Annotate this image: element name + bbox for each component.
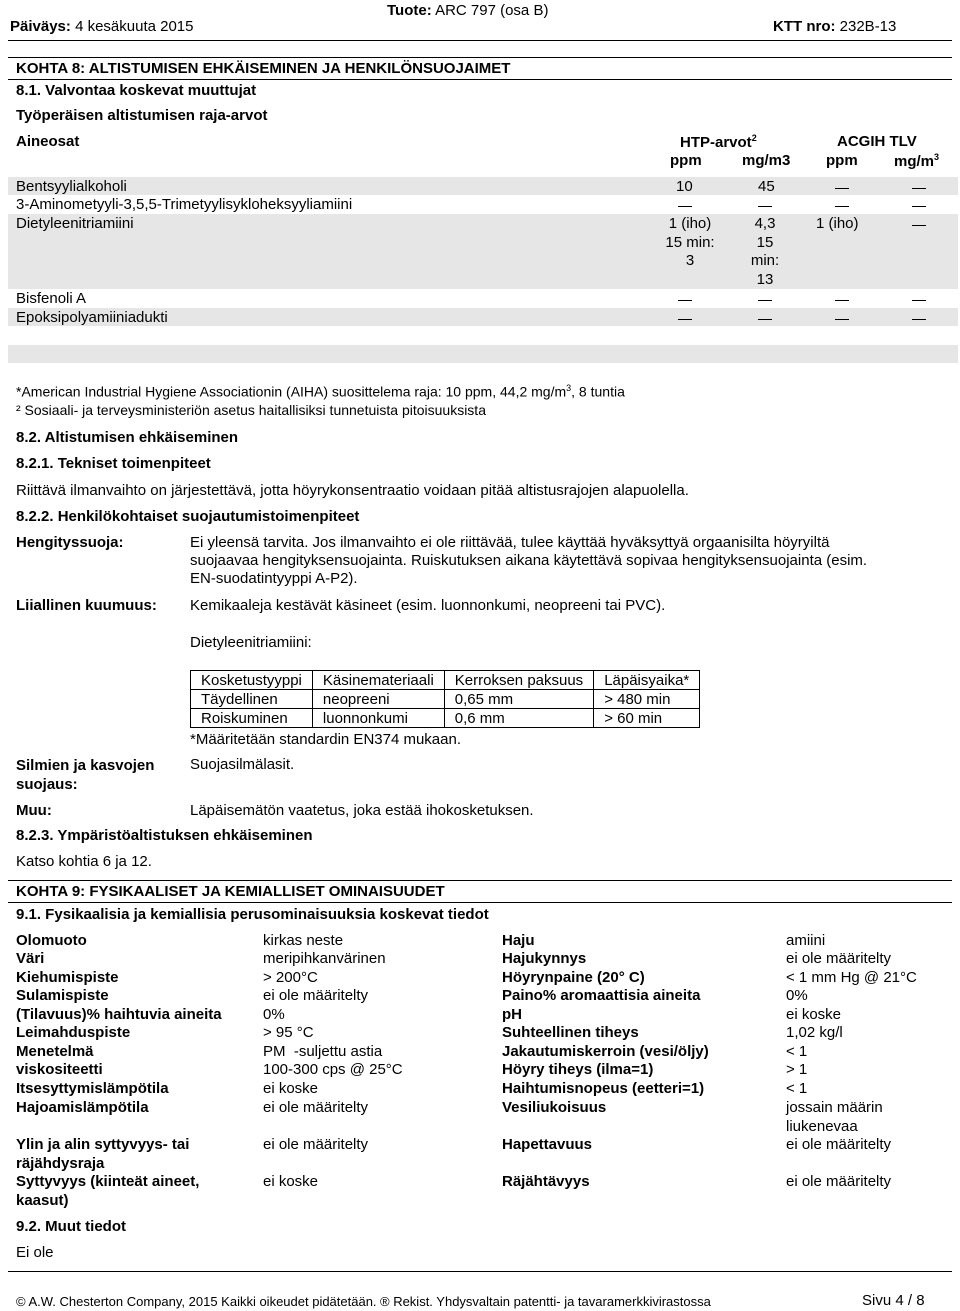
prop-value: jossain määrin liukenevaa bbox=[786, 1099, 883, 1135]
table-header-cell: Kosketustyyppi bbox=[191, 671, 313, 690]
table-header-cell: Käsinemateriaali bbox=[312, 671, 444, 690]
prop-value: > 95 °C bbox=[263, 1024, 314, 1041]
prop-label: Hajoamislämpötila bbox=[16, 1099, 149, 1116]
prop-label: Vesiliukoisuus bbox=[502, 1099, 607, 1116]
dash-mark bbox=[835, 300, 849, 301]
dash-mark bbox=[678, 319, 692, 320]
resp-text: Ei yleensä tarvita. Jos ilmanvaihto ei ole riittävää, tulee käyttää hyväksyttyä orgaanisilta höyryiltä suojaavaa hengityksensuojainta. Ruiskutuksen aikana käytettävä sopivaa hengityksensuojainta (esim. EN-suodatintyyppi A-P2). bbox=[190, 534, 868, 587]
col-htp-mgm3: mg/m3 bbox=[742, 152, 791, 169]
prop-value: ei koske bbox=[786, 1006, 842, 1023]
footer-trademark: ® Rekist. Yhdysvaltain patentti- ja tavaramerkkivirastossa bbox=[380, 1294, 711, 1309]
dash-mark bbox=[912, 206, 926, 207]
prop-value: < 1 bbox=[786, 1043, 808, 1060]
prop-label: Höyrynpaine (20° C) bbox=[502, 969, 645, 986]
product-value: ARC 797 (osa B) bbox=[435, 2, 549, 19]
prop-label: Väri bbox=[16, 950, 45, 967]
dash-mark bbox=[758, 300, 772, 301]
prop-value: ei koske bbox=[263, 1080, 319, 1097]
table-cell: 0,6 mm bbox=[444, 709, 593, 728]
other-info-text: Ei ole bbox=[16, 1244, 54, 1261]
prop-value: meripihkanvärinen bbox=[263, 950, 386, 967]
dash-mark bbox=[912, 319, 926, 320]
table-row bbox=[191, 690, 700, 709]
product-label: Tuote: bbox=[387, 2, 432, 19]
col-substance: Aineosat bbox=[16, 133, 80, 150]
table-header-cell: Kerroksen paksuus bbox=[444, 671, 593, 690]
tech-text: Riittävä ilmanvaihto on järjestettävä, jotta höyrykonsentraatio voidaan pitää altistusrajojen alapuolella. bbox=[16, 482, 689, 499]
prop-label: Räjähtävyys bbox=[502, 1173, 590, 1190]
eye-text: Suojasilmälasit. bbox=[190, 756, 295, 773]
prop-value: 0% bbox=[263, 1006, 285, 1023]
prop-label: Menetelmä bbox=[16, 1043, 94, 1060]
col-acgih: ACGIH TLV bbox=[837, 133, 917, 150]
prop-value: 100-300 cps @ 25°C bbox=[263, 1061, 403, 1078]
resp-label: Hengityssuoja: bbox=[16, 534, 124, 551]
other-text: Läpäisemätön vaatetus, joka estää ihokosketuksen. bbox=[190, 802, 534, 819]
skin-text: Kemikaaleja kestävät käsineet (esim. luonnonkumi, neopreeni tai PVC). bbox=[190, 597, 666, 614]
section8-title-rule bbox=[8, 79, 952, 80]
prop-value: ei ole määritelty bbox=[786, 950, 892, 967]
prop-label: Paino% aromaattisia aineita bbox=[502, 987, 701, 1004]
prop-label: Höyry tiheys (ilma=1) bbox=[502, 1061, 654, 1078]
prop-label: (Tilavuus)% haihtuvia aineita bbox=[16, 1006, 222, 1023]
table-row-name: 3-Aminometyyli-3,5,5-Trimetyylisykloheksyyliamiini bbox=[16, 196, 353, 213]
date-row bbox=[10, 18, 194, 35]
prop-label: Haihtumisnopeus (eetteri=1) bbox=[502, 1080, 705, 1097]
limits-title: Työperäisen altistumisen raja-arvot bbox=[16, 107, 268, 124]
section9-title-rule bbox=[8, 902, 952, 903]
table-row-name: Dietyleenitriamiini bbox=[16, 215, 134, 232]
prop-value: < 1 mm Hg @ 21°C bbox=[786, 969, 917, 986]
table-cell: > 480 min bbox=[594, 690, 700, 709]
subsection-8-2-1: 8.2.1. Tekniset toimenpiteet bbox=[16, 455, 211, 472]
date-label: Päiväys: bbox=[10, 18, 71, 35]
dash-mark bbox=[835, 206, 849, 207]
prop-value: ei ole määritelty bbox=[263, 987, 369, 1004]
section9-top-rule bbox=[8, 880, 952, 881]
prop-label: Jakautumiskerroin (vesi/öljy) bbox=[502, 1043, 709, 1060]
prop-label: Itsesyttymislämpötila bbox=[16, 1080, 169, 1097]
prop-label: Olomuoto bbox=[16, 932, 87, 949]
table-cell: neopreeni bbox=[312, 690, 444, 709]
date-value: 4 kesäkuuta 2015 bbox=[75, 18, 194, 35]
col-acgih-mgm3: $mg/m^3$ bbox=[894, 152, 940, 170]
dash-mark bbox=[758, 206, 772, 207]
subsection-9-2: 9.2. Muut tiedot bbox=[16, 1218, 126, 1235]
table-header-row bbox=[191, 671, 700, 690]
row-shade-empty bbox=[8, 345, 958, 363]
col-acgih-ppm: ppm bbox=[826, 152, 858, 169]
prop-label: Kiehumispiste bbox=[16, 969, 119, 986]
glove-table bbox=[190, 670, 700, 728]
glove-note: *Määritetään standardin EN374 mukaan. bbox=[190, 731, 461, 748]
prop-label: Suhteellinen tiheys bbox=[502, 1024, 639, 1041]
footer-copyright: © A.W. Chesterton Company, 2015 Kaikki oikeudet pidätetään. bbox=[16, 1294, 377, 1309]
prop-value: 0% bbox=[786, 987, 808, 1004]
dash-mark bbox=[912, 225, 926, 226]
prop-value: kirkas neste bbox=[263, 932, 344, 949]
prop-value: > 200°C bbox=[263, 969, 318, 986]
dash-mark bbox=[678, 300, 692, 301]
footnote-aiha: *American Industrial Hygiene Associationin (AIHA) suosittelema raja: 10 ppm, 44,2 $mg/m^3$, 8 tuntia bbox=[16, 383, 625, 400]
prop-value: ei ole määritelty bbox=[786, 1173, 892, 1190]
glove-substance: Dietyleenitriamiini: bbox=[190, 634, 312, 651]
table-row-name: Bisfenoli A bbox=[16, 290, 87, 307]
table-cell: 10 bbox=[676, 178, 693, 195]
eye-label: Silmien ja kasvojen suojaus: bbox=[16, 757, 155, 793]
prop-label: Hapettavuus bbox=[502, 1136, 593, 1153]
subsection-9-1: 9.1. Fysikaalisia ja kemiallisia perusominaisuuksia koskevat tiedot bbox=[16, 906, 489, 923]
prop-value: amiini bbox=[786, 932, 826, 949]
prop-value: PM -suljettu astia bbox=[263, 1043, 383, 1060]
table-cell: 4,3 15 min: 13 bbox=[750, 215, 780, 288]
prop-value: ei ole määritelty bbox=[263, 1099, 369, 1116]
subsection-8-2: 8.2. Altistumisen ehkäiseminen bbox=[16, 429, 239, 446]
prop-value: < 1 bbox=[786, 1080, 808, 1097]
skin-label: Liiallinen kuumuus: bbox=[16, 597, 157, 614]
env-text: Katso kohtia 6 ja 12. bbox=[16, 853, 152, 870]
product-row bbox=[387, 2, 548, 19]
dash-mark bbox=[835, 188, 849, 189]
other-label: Muu: bbox=[16, 802, 52, 819]
section8-top-rule bbox=[8, 57, 952, 58]
table-row-name: Epoksipolyamiiniadukti bbox=[16, 309, 168, 326]
col-htp-ppm: ppm bbox=[670, 152, 702, 169]
footer-divider bbox=[8, 1271, 952, 1272]
dash-mark bbox=[835, 319, 849, 320]
table-cell: 45 bbox=[758, 178, 775, 195]
table-cell: > 60 min bbox=[594, 709, 700, 728]
table-cell: Täydellinen bbox=[191, 690, 313, 709]
prop-label: Sulamispiste bbox=[16, 987, 109, 1004]
prop-value: ei ole määritelty bbox=[263, 1136, 369, 1153]
prop-label: viskositeetti bbox=[16, 1061, 103, 1078]
subsection-8-2-3: 8.2.3. Ympäristöaltistuksen ehkäiseminen bbox=[16, 827, 313, 844]
section9-title: KOHTA 9: FYSIKAALISET JA KEMIALLISET OMINAISUUDET bbox=[16, 883, 445, 900]
prop-value: 1,02 kg/l bbox=[786, 1024, 843, 1041]
subsection-8-1: 8.1. Valvontaa koskevat muuttujat bbox=[16, 82, 257, 99]
footnote-stm: ² Sosiaali- ja terveysministeriön asetus haitallisiksi tunnetuista pitoisuuksista bbox=[16, 402, 486, 418]
dash-mark bbox=[678, 206, 692, 207]
col-htp: HTP-arvot$^2$ bbox=[680, 133, 757, 151]
section8-title: KOHTA 8: ALTISTUMISEN EHKÄISEMINEN JA HENKILÖNSUOJAIMET bbox=[16, 60, 511, 77]
prop-label: Ylin ja alin syttyvyys- tai räjähdysraja bbox=[16, 1136, 190, 1172]
dash-mark bbox=[758, 319, 772, 320]
footer-page-number: Sivu 4 / 8 bbox=[862, 1292, 925, 1309]
table-cell: Roiskuminen bbox=[191, 709, 313, 728]
table-header-cell: Läpäisyaika* bbox=[594, 671, 700, 690]
prop-value: ei koske bbox=[263, 1173, 319, 1190]
dash-mark bbox=[912, 188, 926, 189]
dash-mark bbox=[912, 300, 926, 301]
table-cell: 1 (iho) 15 min: 3 bbox=[665, 215, 715, 269]
table-row-name: Bentsyylialkoholi bbox=[16, 178, 127, 195]
ktt-value: 232B-13 bbox=[839, 18, 897, 35]
row-shade-1 bbox=[8, 177, 958, 195]
prop-label: Hajukynnys bbox=[502, 950, 587, 967]
prop-label: Leimahduspiste bbox=[16, 1024, 131, 1041]
prop-value: ei ole määritelty bbox=[786, 1136, 892, 1153]
prop-label: pH bbox=[502, 1006, 522, 1023]
ktt-label: KTT nro: bbox=[773, 18, 836, 35]
prop-label: Syttyvyys (kiinteät aineet, kaasut) bbox=[16, 1173, 200, 1209]
subsection-8-2-2: 8.2.2. Henkilökohtaiset suojautumistoimenpiteet bbox=[16, 508, 360, 525]
prop-value: > 1 bbox=[786, 1061, 808, 1078]
table-cell: 1 (iho) bbox=[816, 215, 859, 232]
table-cell: 0,65 mm bbox=[444, 690, 593, 709]
ktt-row bbox=[773, 18, 896, 35]
prop-label: Haju bbox=[502, 932, 535, 949]
table-row bbox=[191, 709, 700, 728]
header-divider bbox=[8, 40, 952, 41]
table-cell: luonnonkumi bbox=[312, 709, 444, 728]
